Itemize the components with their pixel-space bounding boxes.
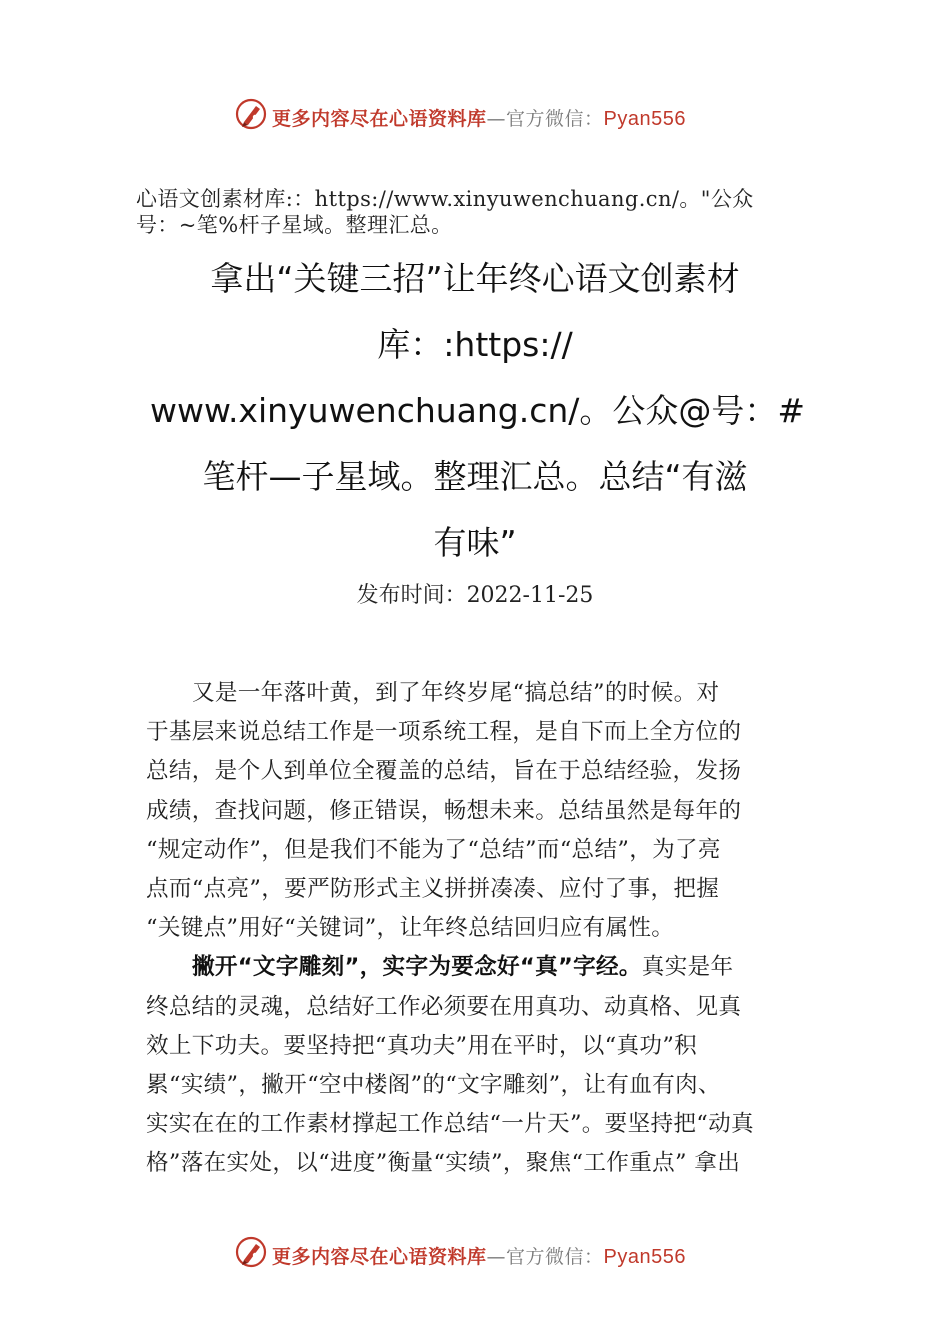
paragraph-1	[146, 674, 806, 948]
paragraph-2	[146, 948, 806, 1183]
body-line-with-heading	[146, 948, 806, 987]
banner-text	[272, 1242, 686, 1269]
body-line: 成绩，查找问题，修正错误，畅想未来。总结虽然是每年的	[146, 797, 742, 824]
title-line: 笔杆—子星域。整理汇总。总结“有滋	[202, 457, 748, 496]
body-line: 累“实绩”，撇开“空中楼阁”的“文字雕刻”，让有血有肉、	[146, 1072, 721, 1099]
title-line: 库：:https://	[377, 325, 573, 364]
banner-title: 更多内容尽在心语资料库	[272, 1246, 487, 1268]
body-line: 终总结的灵魂，总结好工作必须要在用真功、动真格、见真	[146, 993, 742, 1020]
body-line: 点而“点亮”，要严防形式主义拼拼凑凑、应付了事，把握	[146, 876, 720, 903]
title-line: 拿出“关键三招”让年终心语文创素材	[210, 259, 740, 298]
footer-banner	[0, 1234, 950, 1274]
banner-wechat-label: —官方微信：	[486, 1246, 604, 1268]
banner-wechat-id: Pyan556	[603, 1246, 686, 1268]
body-line: “关键点”用好“关键词”，让年终总结回归应有属性。	[146, 915, 675, 942]
header-banner	[0, 96, 950, 136]
pen-logo-icon	[234, 97, 268, 131]
body-line: 总结，是个人到单位全覆盖的总结，旨在于总结经验，发扬	[146, 758, 742, 785]
banner-wechat-id: Pyan556	[603, 108, 686, 130]
pen-logo-icon	[234, 1235, 268, 1269]
document-title	[150, 246, 806, 576]
source-note-line: 号：~笔%杆子星域。整理汇总。	[136, 213, 453, 237]
body-line: 格”落在实处，以“进度”衡量“实绩”，聚焦“工作重点” 拿出	[146, 1150, 741, 1177]
publish-date: 发布时间：2022-11-25	[356, 583, 594, 608]
body-line: 实实在在的工作素材撑起工作总结“一片天”。要坚持把“动真	[146, 1111, 754, 1138]
document-body	[146, 674, 806, 1184]
title-line: 有味”	[433, 523, 517, 562]
body-line-rest: 真实是年	[641, 954, 734, 981]
body-line: “规定动作”，但是我们不能为了“总结”而“总结”，为了亮	[146, 836, 721, 863]
paragraph-heading: 撇开“文字雕刻”，实字为要念好“真”字经。	[192, 954, 642, 981]
body-line: 效上下功夫。要坚持把“真功夫”用在平时，以“真功”积	[146, 1032, 698, 1059]
banner-text	[272, 104, 686, 131]
banner-title: 更多内容尽在心语资料库	[272, 108, 487, 130]
title-line: www.xinyuwenchuang.cn/。公众@号：#	[150, 391, 806, 430]
body-line: 又是一年落叶黄，到了年终岁尾“搞总结”的时候。对	[192, 680, 720, 706]
banner-wechat-label: —官方微信：	[486, 108, 604, 130]
source-note	[136, 186, 836, 238]
source-note-line: 心语文创素材库:：https://www.xinyuwenchuang.cn/。"公众	[136, 187, 754, 211]
body-line: 于基层来说总结工作是一项系统工程，是自下而上全方位的	[146, 719, 742, 746]
